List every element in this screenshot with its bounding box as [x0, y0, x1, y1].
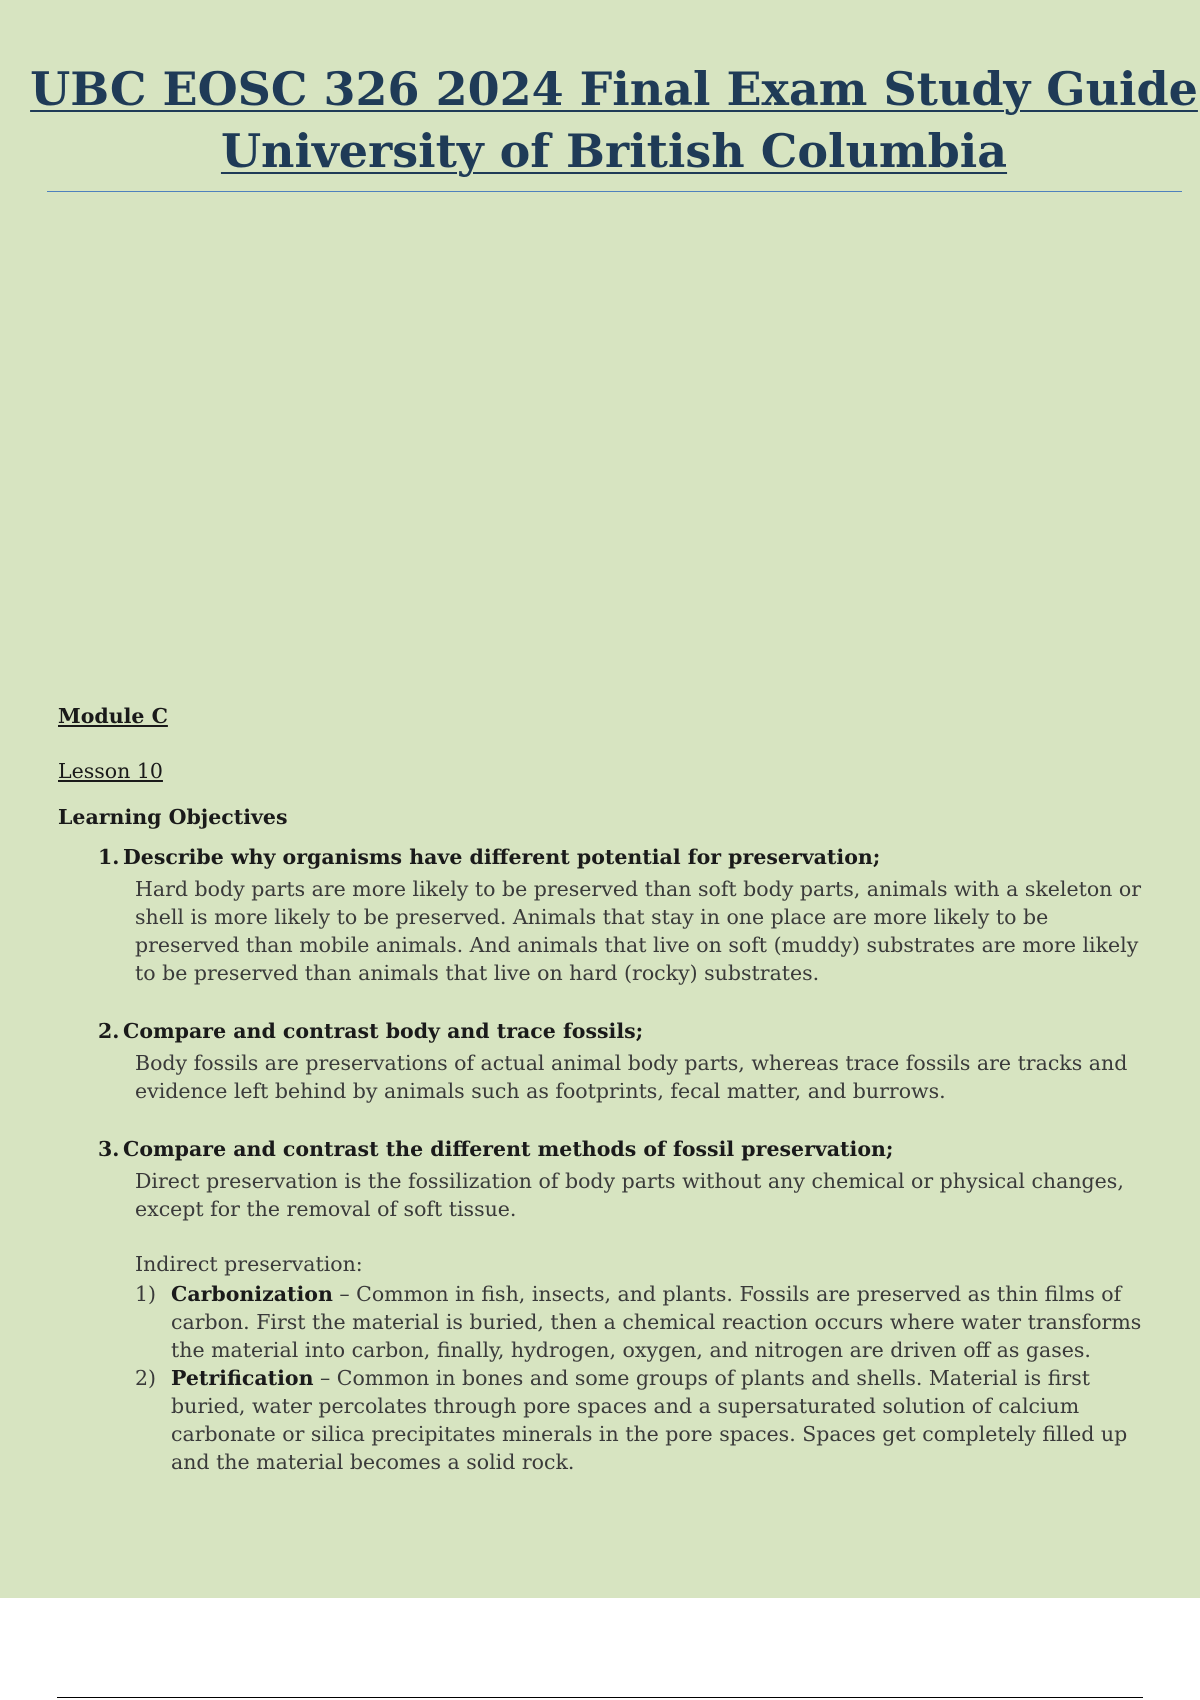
- sub-list-item: [135, 1364, 1158, 1476]
- objective-item: [58, 1135, 1158, 1476]
- title-line-2: University of British Columbia: [220, 124, 1008, 178]
- objective-body: Hard body parts are more likely to be preserved than soft body parts, animals with a skeleton or shell is more likely to be preserved. Animals that stay in one place are more likely to be preserved than mobile animals. And animals that live on soft (muddy) substrates are more likely to be preserved than animals that live on hard (rocky) substrates.: [135, 877, 1142, 985]
- objective-title: Compare and contrast the different methods of fossil preservation;: [123, 1137, 894, 1161]
- module-heading: Module C: [58, 704, 168, 728]
- sub-list-item: [135, 1280, 1158, 1364]
- objective-item: [58, 843, 1158, 987]
- document-body: [58, 702, 1158, 1506]
- objective-number: 1.: [98, 845, 120, 869]
- sub-item-number: 2): [135, 1366, 157, 1390]
- footer-divider: [57, 1697, 1143, 1698]
- sub-item-term: Carbonization: [171, 1282, 333, 1306]
- sub-item-term: Petrification: [171, 1366, 314, 1390]
- lesson-heading: Lesson 10: [58, 759, 163, 783]
- objective-item: [58, 1017, 1158, 1105]
- objectives-heading: Learning Objectives: [58, 805, 288, 829]
- objective-title: Describe why organisms have different potential for preservation;: [123, 845, 881, 869]
- objective-number: 2.: [98, 1019, 120, 1043]
- objective-number: 3.: [98, 1137, 120, 1161]
- objective-title: Compare and contrast body and trace fossils;: [123, 1019, 644, 1043]
- sub-item-text: – Common in fish, insects, and plants. Fossils are preserved as thin films of carbon. First the material is buried, then a chemical reaction occurs where water transforms the material into carbon, finally, hydrogen, oxygen, and nitrogen are driven off as gases.: [171, 1282, 1142, 1362]
- objective-body: Body fossils are preservations of actual animal body parts, whereas trace fossils are tracks and evidence left behind by animals such as footprints, fecal matter, and burrows.: [135, 1051, 1128, 1103]
- sub-item-number: 1): [135, 1282, 157, 1306]
- sub-item-text: – Common in bones and some groups of plants and shells. Material is first buried, water percolates through pore spaces and a supersaturated solution of calcium carbonate or silica precipitates minerals in the pore spaces. Spaces get completely filled up and the material becomes a solid rock.: [171, 1366, 1128, 1474]
- document-title: [0, 58, 1200, 182]
- indirect-preservation-label: Indirect preservation:: [135, 1252, 363, 1276]
- title-line-1: UBC EOSC 326 2024 Final Exam Study Guide: [30, 62, 1198, 116]
- objective-body: Direct preservation is the fossilization of body parts without any chemical or physical changes, except for the removal of soft tissue.: [135, 1169, 1124, 1221]
- title-divider: [47, 191, 1182, 192]
